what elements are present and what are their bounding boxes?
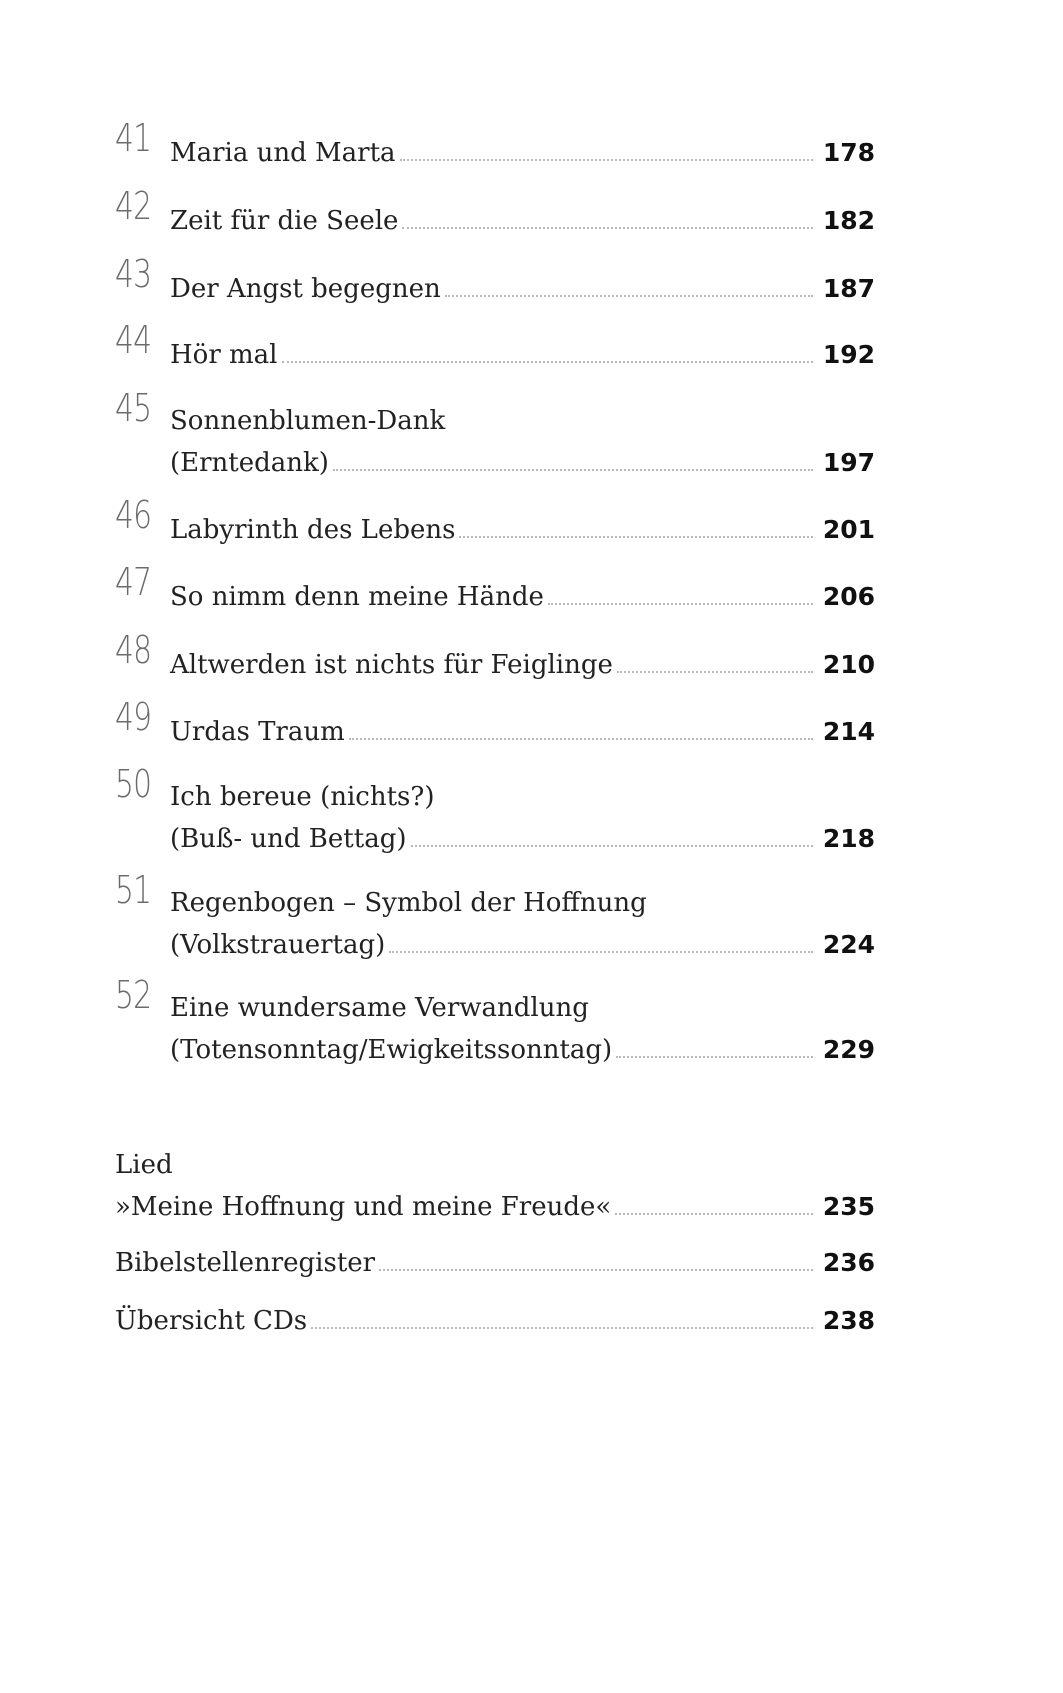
chapter-number: 42 bbox=[115, 184, 152, 228]
dot-leader bbox=[548, 602, 813, 605]
toc-entry[interactable] bbox=[115, 762, 875, 856]
toc-line bbox=[115, 1182, 875, 1224]
page-number: 187 bbox=[822, 274, 875, 303]
entry-title: Urdas Traum bbox=[170, 717, 345, 747]
chapter-number: 48 bbox=[115, 628, 152, 672]
dot-leader bbox=[402, 226, 813, 229]
toc-entry[interactable] bbox=[115, 184, 875, 238]
chapter-number: 49 bbox=[115, 695, 152, 739]
entry-title: Eine wundersame Verwandlung bbox=[170, 993, 589, 1023]
chapter-number: 43 bbox=[115, 252, 152, 296]
page-number: 197 bbox=[822, 448, 875, 477]
dot-leader bbox=[389, 950, 813, 953]
toc-line bbox=[115, 814, 875, 856]
toc-line bbox=[115, 398, 875, 438]
entry-title: Altwerden ist nichts für Feiglinge bbox=[170, 650, 613, 680]
dot-leader bbox=[459, 535, 813, 538]
dot-leader bbox=[615, 1212, 813, 1215]
entry-title: Der Angst begegnen bbox=[170, 274, 441, 304]
page-number: 236 bbox=[822, 1248, 875, 1277]
entry-title: Ich bereue (nichts?) bbox=[170, 782, 435, 812]
chapter-number: 50 bbox=[115, 762, 152, 806]
page-number: 229 bbox=[822, 1035, 875, 1064]
entry-title: Labyrinth des Lebens bbox=[170, 515, 456, 545]
toc-entry[interactable] bbox=[115, 868, 875, 962]
toc-line bbox=[115, 880, 875, 920]
toc-line bbox=[115, 196, 875, 238]
toc-line bbox=[115, 707, 875, 749]
entry-title: Regenbogen – Symbol der Hoffnung bbox=[170, 888, 647, 918]
dot-leader bbox=[616, 1055, 813, 1058]
page-number: 214 bbox=[822, 717, 875, 746]
toc-entry[interactable] bbox=[115, 560, 875, 614]
entry-title: Maria und Marta bbox=[170, 138, 396, 168]
toc-line bbox=[115, 774, 875, 814]
page-number: 218 bbox=[822, 824, 875, 853]
toc-line bbox=[115, 438, 875, 480]
toc-entry[interactable] bbox=[115, 493, 875, 547]
chapter-number: 47 bbox=[115, 560, 152, 604]
chapter-number: 52 bbox=[115, 973, 152, 1017]
toc-line bbox=[115, 1142, 875, 1182]
entry-title: (Buß- und Bettag) bbox=[170, 824, 407, 854]
page-number: 210 bbox=[822, 650, 875, 679]
toc-line bbox=[115, 1238, 875, 1280]
toc-line bbox=[115, 128, 875, 170]
dot-leader bbox=[411, 844, 814, 847]
toc-line bbox=[115, 920, 875, 962]
entry-title: »Meine Hoffnung und meine Freude« bbox=[115, 1192, 612, 1222]
chapter-number: 44 bbox=[115, 318, 152, 362]
dot-leader bbox=[282, 360, 814, 363]
entry-title: (Totensonntag/Ewigkeitssonntag) bbox=[170, 1035, 613, 1065]
toc-line bbox=[115, 264, 875, 306]
page-number: 201 bbox=[822, 515, 875, 544]
toc-entry[interactable] bbox=[115, 628, 875, 682]
toc-entry[interactable] bbox=[115, 252, 875, 306]
page-number: 224 bbox=[822, 930, 875, 959]
page-number: 235 bbox=[822, 1192, 875, 1221]
entry-title: So nimm denn meine Hände bbox=[170, 582, 544, 612]
entry-title: (Volkstrauertag) bbox=[170, 930, 386, 960]
dot-leader bbox=[379, 1268, 813, 1271]
entry-title: Sonnenblumen-Dank bbox=[170, 406, 446, 436]
page-number: 182 bbox=[822, 206, 875, 235]
dot-leader bbox=[311, 1326, 813, 1329]
toc-entry[interactable] bbox=[115, 318, 875, 372]
entry-title: Bibelstellenregister bbox=[115, 1248, 376, 1278]
toc-line bbox=[115, 572, 875, 614]
toc-line bbox=[115, 640, 875, 682]
toc-entry[interactable] bbox=[115, 695, 875, 749]
toc-entry[interactable] bbox=[115, 973, 875, 1067]
page-number: 238 bbox=[822, 1306, 875, 1335]
toc-line bbox=[115, 1025, 875, 1067]
toc-extra-entry[interactable] bbox=[115, 1296, 875, 1338]
dot-leader bbox=[400, 158, 813, 161]
chapter-number: 46 bbox=[115, 493, 152, 537]
page-number: 192 bbox=[822, 340, 875, 369]
chapter-number: 51 bbox=[115, 868, 152, 912]
dot-leader bbox=[617, 670, 813, 673]
chapter-number: 45 bbox=[115, 386, 152, 430]
dot-leader bbox=[445, 294, 813, 297]
page-number: 206 bbox=[822, 582, 875, 611]
dot-leader bbox=[349, 737, 813, 740]
toc-line bbox=[115, 330, 875, 372]
toc-extra-entry[interactable] bbox=[115, 1142, 875, 1224]
toc-extra-entry[interactable] bbox=[115, 1238, 875, 1280]
toc-line bbox=[115, 505, 875, 547]
entry-title: (Erntedank) bbox=[170, 448, 329, 478]
toc-entry[interactable] bbox=[115, 386, 875, 480]
chapter-number: 41 bbox=[115, 116, 152, 160]
toc-line bbox=[115, 1296, 875, 1338]
entry-title: Übersicht CDs bbox=[115, 1306, 308, 1336]
entry-title: Hör mal bbox=[170, 340, 278, 370]
page-number: 178 bbox=[822, 138, 875, 167]
dot-leader bbox=[333, 468, 813, 471]
toc-entry[interactable] bbox=[115, 116, 875, 170]
entry-title: Lied bbox=[115, 1150, 173, 1180]
entry-title: Zeit für die Seele bbox=[170, 206, 399, 236]
toc-line bbox=[115, 985, 875, 1025]
